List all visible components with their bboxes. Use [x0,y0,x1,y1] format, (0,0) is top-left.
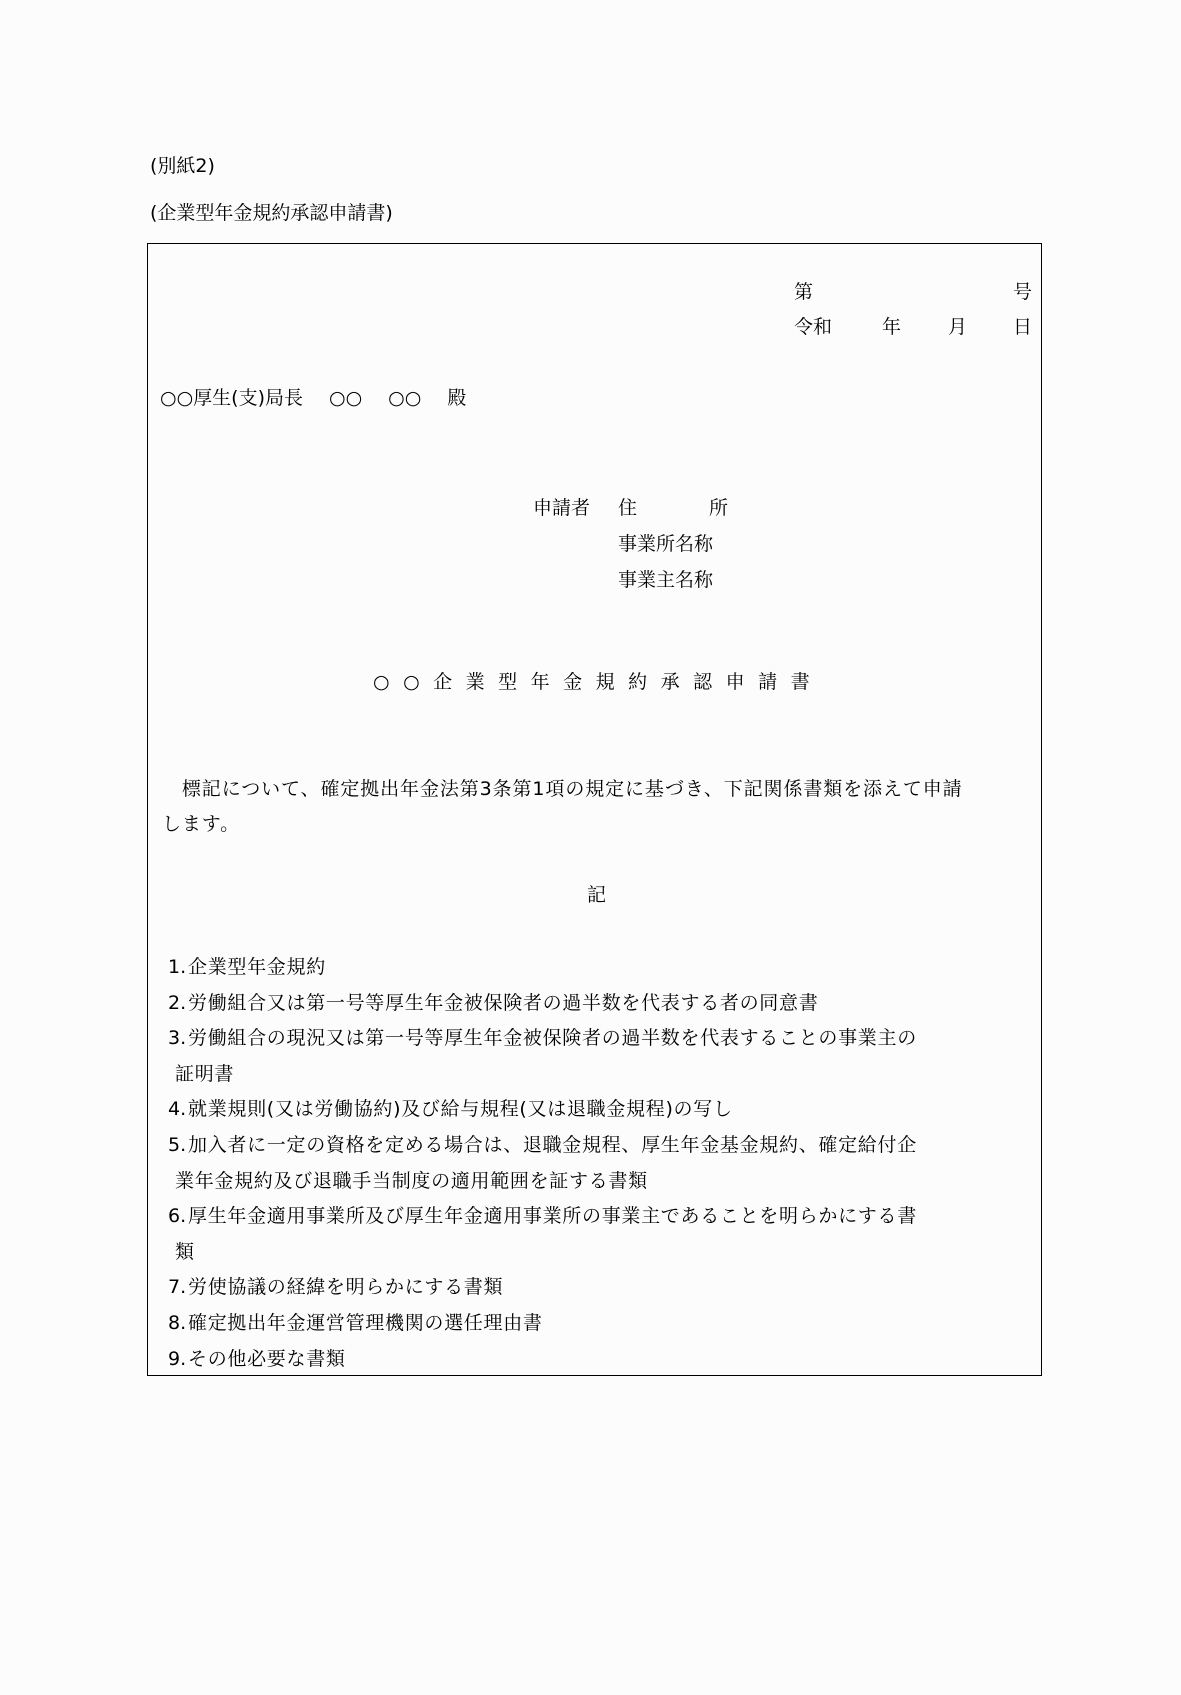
attachment-number: 8. [168,1312,187,1334]
attachment-text: 労使協議の経緯を明らかにする書類 [188,1276,504,1299]
number-prefix: 第 [794,281,814,303]
address-label-end: 所 [708,497,728,519]
body-text-line-1: 標記について、確定拠出年金法第3条第1項の規定に基づき、下記関係書類を添えて申請 [162,778,963,800]
date-year: 年 [882,316,902,338]
number-suffix: 号 [1012,281,1032,303]
attachment-number: 9. [168,1347,187,1370]
attachment-text: 確定拠出年金運営管理機関の選任理由書 [188,1312,543,1334]
date-era: 令和 [794,316,833,338]
addressee-office: ○○厚生(支)局長 [160,387,303,409]
document-title: ○○企業型年金規約承認申請書 [373,671,824,693]
attachment-text: 企業型年金規約 [188,956,326,978]
annex-label: (別紙2) [150,155,215,177]
attachment-text: 業年金規約及び退職手当制度の適用範囲を証する書類 [175,1169,648,1192]
attachment-number: 3. [168,1027,187,1050]
attachment-number: 4. [168,1098,187,1121]
addressee-honorific: 殿 [447,387,467,409]
address-label-start: 住 [618,497,638,519]
date-line [794,318,1032,338]
employer-name-label: 事業主名称 [618,569,714,591]
addressee-surname: ○○ [328,387,363,409]
applicant-label: 申請者 [533,497,591,519]
attachment-text: 労働組合又は第一号等厚生年金被保険者の過半数を代表する者の同意書 [188,991,819,1014]
office-name-label: 事業所名称 [618,533,714,555]
date-day: 日 [1012,316,1032,338]
attachment-text: 証明書 [175,1062,235,1085]
form-heading: (企業型年金規約承認申請書) [150,202,393,224]
attachment-text: 労働組合の現況又は第一号等厚生年金被保険者の過半数を代表することの事業主の [188,1027,917,1050]
attachment-text: 厚生年金適用事業所及び厚生年金適用事業所の事業主であることを明らかにする書 [188,1205,917,1228]
addressee-line [160,389,466,408]
attachment-number: 6. [168,1205,187,1228]
attachment-text: 類 [175,1240,195,1263]
body-text-line-2: します。 [162,813,241,835]
applicant-address-row [533,499,728,519]
attachment-text: その他必要な書類 [188,1347,346,1370]
addressee-given-name: ○○ [388,387,422,409]
attachment-text: 加入者に一定の資格を定める場合は、退職金規程、厚生年金基金規約、確定給付企 [188,1134,917,1156]
attachment-text: 就業規則(又は労働協約)及び給与規程(又は退職金規程)の写し [188,1098,733,1121]
date-month: 月 [948,316,968,338]
ki-notation-label: 記 [587,884,607,906]
attachment-number: 5. [168,1134,187,1156]
attachment-number: 7. [168,1276,187,1299]
document-number-line [794,283,1032,303]
attachment-number: 2. [168,991,187,1014]
attachment-number: 1. [168,956,187,978]
